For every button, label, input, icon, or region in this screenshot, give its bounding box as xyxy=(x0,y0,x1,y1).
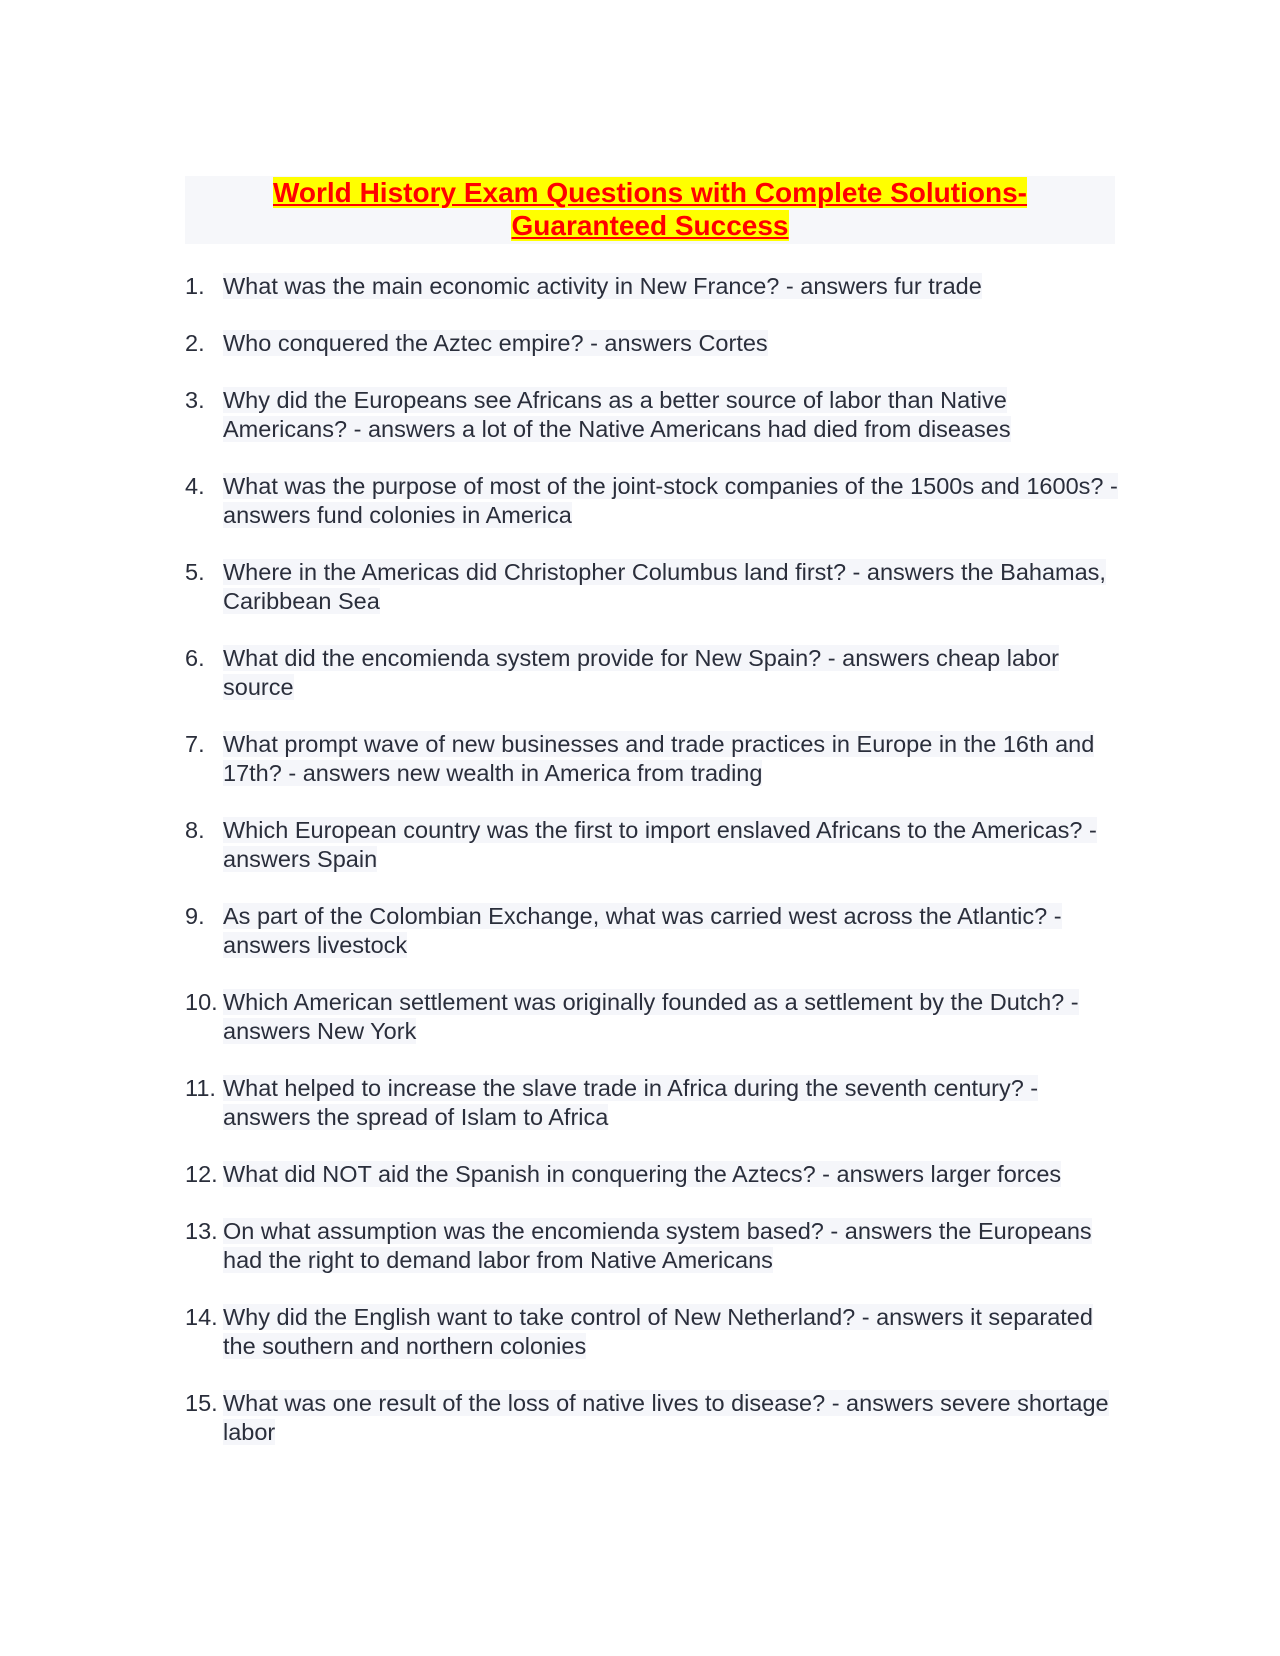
item-number: 8. xyxy=(185,817,205,843)
list-item xyxy=(185,272,1125,301)
list-item xyxy=(185,329,1125,358)
item-number: 6. xyxy=(185,645,205,671)
item-text: What prompt wave of new businesses and trade practices in Europe in the 16th and 17th? - answers new wealth in America from trading xyxy=(223,731,1095,786)
item-number: 4. xyxy=(185,473,205,499)
item-text: What did the encomienda system provide for New Spain? - answers cheap labor source xyxy=(223,645,1059,700)
item-number: 5. xyxy=(185,559,205,585)
item-text: Why did the English want to take control of New Netherland? - answers it separated the southern and northern colonies xyxy=(223,1304,1093,1359)
item-text: Why did the Europeans see Africans as a better source of labor than Native Americans? - answers a lot of the Native Americans had died from diseases xyxy=(223,387,1011,442)
question-list xyxy=(185,272,1125,1475)
item-number: 9. xyxy=(185,903,205,929)
item-text: What helped to increase the slave trade in Africa during the seventh century? - answers the spread of Islam to Africa xyxy=(223,1075,1039,1130)
item-text: Who conquered the Aztec empire? - answers Cortes xyxy=(223,330,768,356)
list-item xyxy=(185,558,1125,616)
document-title xyxy=(185,176,1115,244)
item-text: Which European country was the first to import enslaved Africans to the Americas? - answers Spain xyxy=(223,817,1097,872)
item-number: 12. xyxy=(185,1161,218,1187)
list-item xyxy=(185,1217,1125,1275)
list-item xyxy=(185,902,1125,960)
item-number: 10. xyxy=(185,989,218,1015)
item-number: 14. xyxy=(185,1304,218,1330)
list-item xyxy=(185,1303,1125,1361)
list-item xyxy=(185,1389,1125,1447)
item-number: 11. xyxy=(185,1075,216,1101)
list-item xyxy=(185,988,1125,1046)
title-line-2: Guaranteed Success xyxy=(511,210,789,241)
item-text: As part of the Colombian Exchange, what was carried west across the Atlantic? - answers livestock xyxy=(223,903,1062,958)
item-number: 7. xyxy=(185,731,205,757)
item-text: On what assumption was the encomienda system based? - answers the Europeans had the right to demand labor from Native Americans xyxy=(223,1218,1092,1273)
list-item xyxy=(185,472,1125,530)
title-line-1: World History Exam Questions with Complete Solutions- xyxy=(272,177,1027,208)
item-number: 15. xyxy=(185,1390,218,1416)
list-item xyxy=(185,730,1125,788)
item-text: Where in the Americas did Christopher Columbus land first? - answers the Bahamas, Caribbean Sea xyxy=(223,559,1106,614)
item-text: Which American settlement was originally founded as a settlement by the Dutch? - answers New York xyxy=(223,989,1079,1044)
list-item xyxy=(185,1074,1125,1132)
item-text: What was one result of the loss of native lives to disease? - answers severe shortage labor xyxy=(223,1390,1109,1445)
item-number: 3. xyxy=(185,387,205,413)
item-number: 1. xyxy=(185,273,205,299)
list-item xyxy=(185,386,1125,444)
item-number: 13. xyxy=(185,1218,218,1244)
list-item xyxy=(185,644,1125,702)
item-text: What was the main economic activity in New France? - answers fur trade xyxy=(223,273,982,299)
list-item xyxy=(185,816,1125,874)
item-text: What was the purpose of most of the joint-stock companies of the 1500s and 1600s? - answers fund colonies in America xyxy=(223,473,1118,528)
item-number: 2. xyxy=(185,330,205,356)
list-item xyxy=(185,1160,1125,1189)
item-text: What did NOT aid the Spanish in conquering the Aztecs? - answers larger forces xyxy=(223,1161,1062,1187)
